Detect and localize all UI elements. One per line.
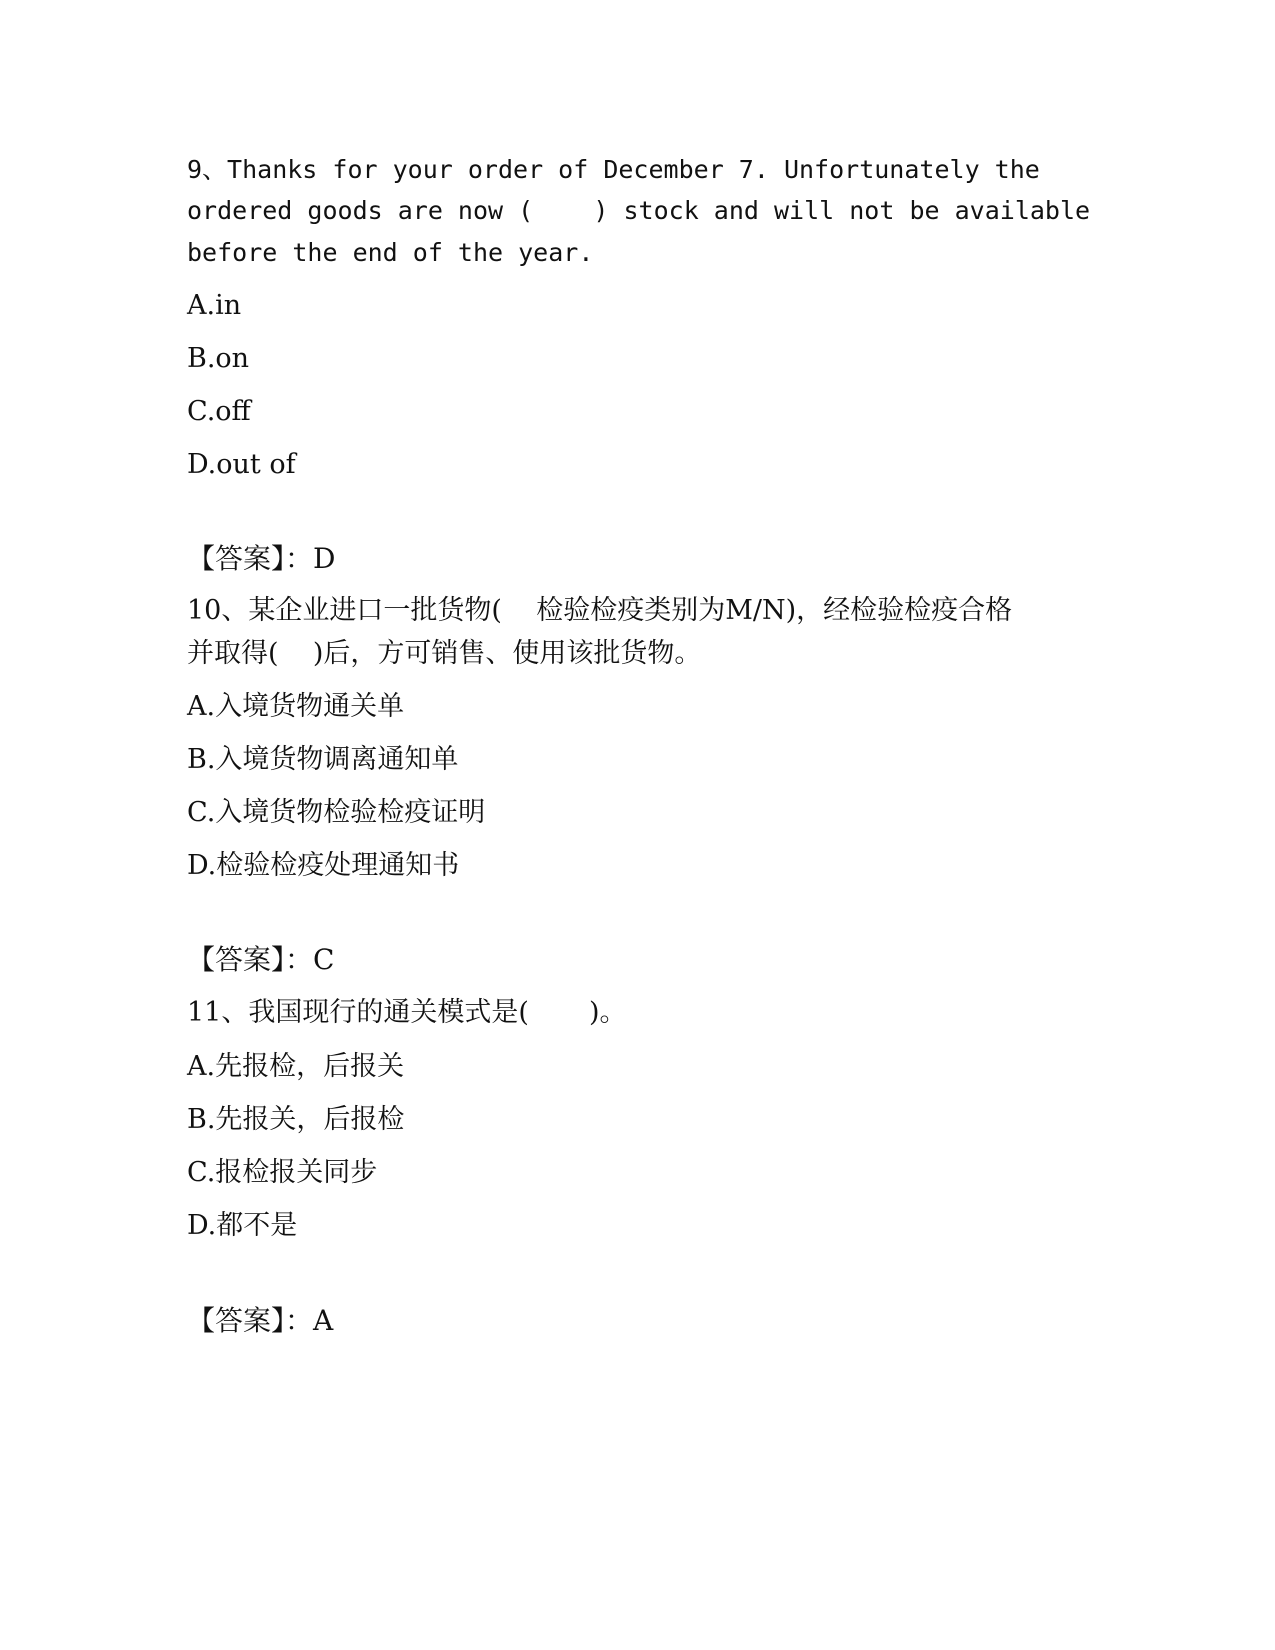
question-11-option-b: B.先报关，后报检 [187, 1104, 405, 1135]
question-11-option-a: A.先报检，后报关 [187, 1051, 405, 1082]
question-10-prompt-line-2: 并取得( )后，方可销售、使用该批货物。 [187, 638, 702, 669]
question-9-prompt-line-3: before the end of the year. [187, 238, 594, 267]
question-10-option-c: C.入境货物检验检疫证明 [187, 797, 486, 828]
question-9-option-b: B.on [187, 343, 250, 374]
question-9-prompt-line-1: 9、Thanks for your order of December 7. Unfortunately the [187, 155, 1040, 184]
question-9-option-d: D.out of [187, 449, 296, 480]
question-9-option-a: A.in [187, 290, 242, 321]
question-9-answer: 【答案】：D [187, 542, 336, 575]
question-11-option-c: C.报检报关同步 [187, 1157, 378, 1188]
question-9-option-c: C.off [187, 396, 251, 427]
question-10-answer: 【答案】：C [187, 943, 335, 976]
question-9-prompt-line-2: ordered goods are now ( ) stock and will not be available [187, 196, 1091, 225]
question-11-prompt-line-1: 11、我国现行的通关模式是( )。 [187, 997, 627, 1028]
question-10-option-d: D.检验检疫处理通知书 [187, 850, 460, 881]
question-11-option-d: D.都不是 [187, 1210, 298, 1241]
question-10-option-b: B.入境货物调离通知单 [187, 744, 459, 775]
question-10-option-a: A.入境货物通关单 [187, 691, 405, 722]
question-11-answer: 【答案】：A [187, 1304, 334, 1337]
question-10-prompt-line-1: 10、某企业进口一批货物( 检验检疫类别为M/N)，经检验检疫合格 [187, 595, 1013, 626]
